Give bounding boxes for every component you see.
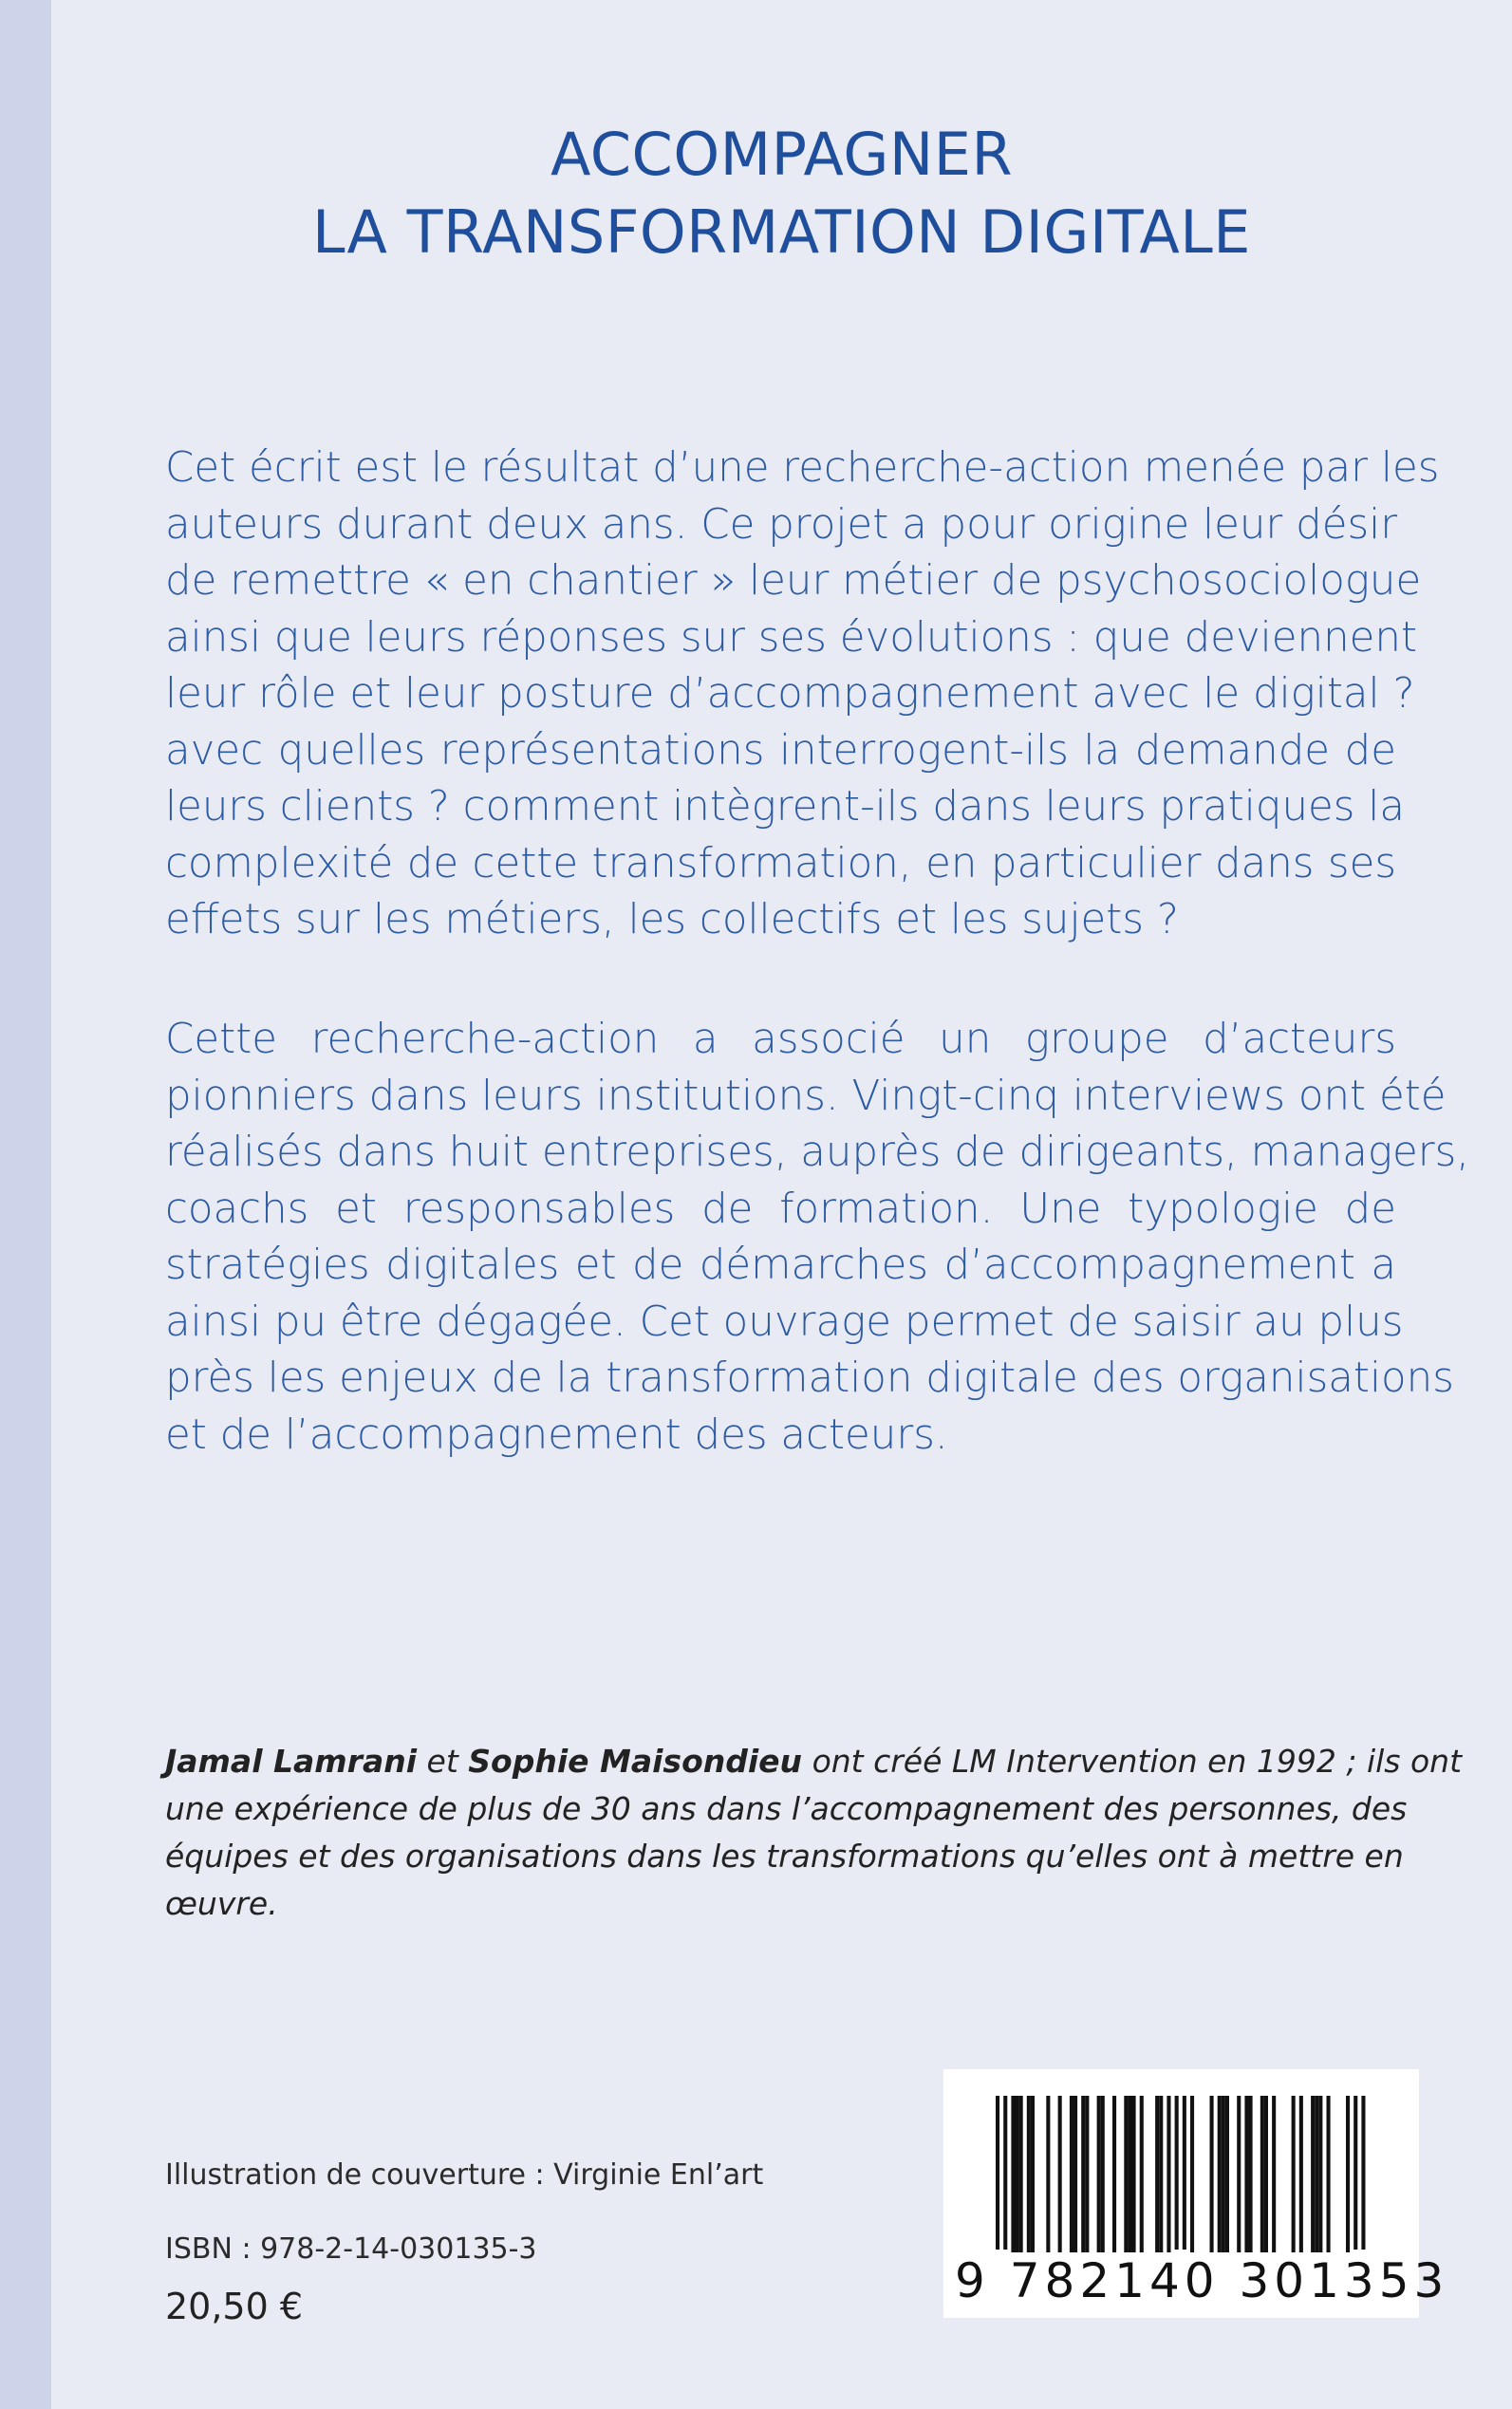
text-line: Cette recherche-action a associé un groupe d’acteurs bbox=[165, 1016, 1396, 1063]
author-bio-text: ont créé LM Intervention en 1992 ; ils ont bbox=[812, 1743, 1463, 1780]
text-line: près les enjeux de la transformation digitale des organisations bbox=[165, 1354, 1454, 1402]
barcode-bar bbox=[1218, 2096, 1222, 2252]
text-line: et de l’accompagnement des acteurs. bbox=[165, 1410, 948, 1459]
text-line: coachs et responsables de formation. Une typologie de bbox=[165, 1185, 1396, 1233]
barcode-bar bbox=[1016, 2096, 1019, 2252]
text-line: auteurs durant deux ans. Ce projet a pour origine leur désir bbox=[165, 500, 1398, 549]
barcode-bar bbox=[1225, 2096, 1229, 2252]
barcode-bar bbox=[1159, 2096, 1163, 2252]
text-line: réalisés dans huit entreprises, auprès de dirigeants, managers, bbox=[165, 1129, 1470, 1176]
text-line: de remettre « en chantier » leur métier de psychosociologue bbox=[165, 557, 1422, 605]
illustration-credit: Illustration de couverture : Virginie Enl’art bbox=[165, 2158, 764, 2192]
barcode-bar bbox=[1318, 2096, 1322, 2252]
author-bio-line-4: œuvre. bbox=[165, 1885, 278, 1922]
barcode-bar bbox=[1210, 2096, 1214, 2252]
author-bio-line-3: équipes et des organisations dans les transformations qu’elles ont à mettre en bbox=[165, 1838, 1404, 1875]
author-bio bbox=[165, 1738, 1463, 1928]
barcode-bars bbox=[943, 2069, 1419, 2259]
barcode-bar bbox=[1183, 2096, 1186, 2250]
text-line: pionniers dans leurs institutions. Vingt-cinq interviews ont été bbox=[165, 1072, 1447, 1120]
barcode-bar bbox=[1097, 2096, 1101, 2252]
barcode bbox=[943, 2069, 1449, 2318]
barcode-bar bbox=[1112, 2096, 1116, 2252]
barcode-bar bbox=[1155, 2096, 1159, 2252]
barcode-bar bbox=[1085, 2096, 1089, 2252]
barcode-bar bbox=[1140, 2096, 1144, 2252]
title-line-2: LA TRANSFORMATION DIGITALE bbox=[312, 197, 1251, 267]
barcode-bar bbox=[1003, 2096, 1007, 2250]
summary-paragraph-1 bbox=[165, 440, 1440, 949]
barcode-bar bbox=[1011, 2096, 1015, 2252]
author-conjunction: et bbox=[426, 1743, 458, 1780]
barcode-bar bbox=[1031, 2096, 1035, 2252]
barcode-bar bbox=[1311, 2096, 1315, 2252]
barcode-bar bbox=[1190, 2096, 1194, 2252]
barcode-bar bbox=[1272, 2096, 1276, 2252]
text-line: stratégies digitales et de démarches d’accompagnement a bbox=[165, 1242, 1396, 1289]
author-bio-line-1 bbox=[165, 1738, 1463, 1785]
spine-strip bbox=[0, 0, 51, 2409]
book-title bbox=[51, 116, 1512, 271]
text-line: leurs clients ? comment intègrent-ils dans leurs pratiques la bbox=[165, 783, 1406, 831]
author-name: Jamal Lamrani bbox=[165, 1743, 418, 1780]
text-line: ainsi pu être dégagée. Cet ouvrage permet de saisir au plus bbox=[165, 1298, 1404, 1346]
barcode-bar bbox=[1132, 2096, 1136, 2252]
text-line: effets sur les métiers, les collectifs et les sujets ? bbox=[165, 896, 1179, 943]
barcode-bar bbox=[1315, 2096, 1318, 2252]
barcode-bar bbox=[1175, 2096, 1179, 2250]
back-cover bbox=[51, 0, 1512, 2409]
barcode-bar bbox=[1264, 2096, 1268, 2252]
author-bio-line-2: une expérience de plus de 30 ans dans l’accompagnement des personnes, des bbox=[165, 1790, 1408, 1827]
barcode-bar bbox=[1128, 2096, 1131, 2252]
barcode-bar bbox=[1260, 2096, 1264, 2252]
barcode-bar bbox=[1327, 2096, 1331, 2252]
barcode-bar bbox=[1292, 2096, 1296, 2252]
barcode-bar bbox=[1237, 2096, 1241, 2252]
barcode-bar bbox=[1046, 2096, 1050, 2252]
barcode-bar bbox=[996, 2096, 999, 2250]
barcode-bar bbox=[1361, 2096, 1365, 2250]
barcode-bar bbox=[1019, 2096, 1023, 2252]
barcode-bar bbox=[1346, 2096, 1350, 2252]
barcode-bar bbox=[1073, 2096, 1077, 2252]
barcode-bar bbox=[1058, 2096, 1062, 2252]
title-line-1: ACCOMPAGNER bbox=[550, 120, 1014, 189]
text-line: complexité de cette transformation, en particulier dans ses bbox=[165, 839, 1396, 887]
barcode-bar bbox=[1222, 2096, 1225, 2252]
barcode-bar bbox=[1101, 2096, 1105, 2252]
barcode-bar bbox=[1299, 2096, 1303, 2252]
barcode-bar bbox=[1249, 2096, 1253, 2252]
text-line: ainsi que leurs réponses sur ses évolutions : que deviennent bbox=[165, 613, 1418, 662]
barcode-bar bbox=[1124, 2096, 1128, 2252]
barcode-bar bbox=[1081, 2096, 1085, 2252]
barcode-digits: 9 782140 301353 bbox=[955, 2253, 1449, 2308]
barcode-bar bbox=[1353, 2096, 1357, 2250]
isbn: ISBN : 978-2-14-030135-3 bbox=[165, 2232, 537, 2266]
text-line: Cet écrit est le résultat d’une recherche-action menée par les bbox=[165, 444, 1440, 492]
barcode-bar bbox=[1070, 2096, 1073, 2252]
text-line: leur rôle et leur posture d’accompagnement avec le digital ? bbox=[165, 670, 1415, 718]
summary-paragraph-2 bbox=[165, 1012, 1470, 1464]
barcode-bar bbox=[1167, 2096, 1170, 2252]
text-line: avec quelles représentations interrogent-ils la demande de bbox=[165, 726, 1396, 775]
author-name: Sophie Maisondieu bbox=[468, 1743, 803, 1780]
price: 20,50 € bbox=[165, 2286, 304, 2327]
barcode-bar bbox=[1244, 2096, 1248, 2252]
barcode-bar bbox=[1027, 2096, 1031, 2252]
